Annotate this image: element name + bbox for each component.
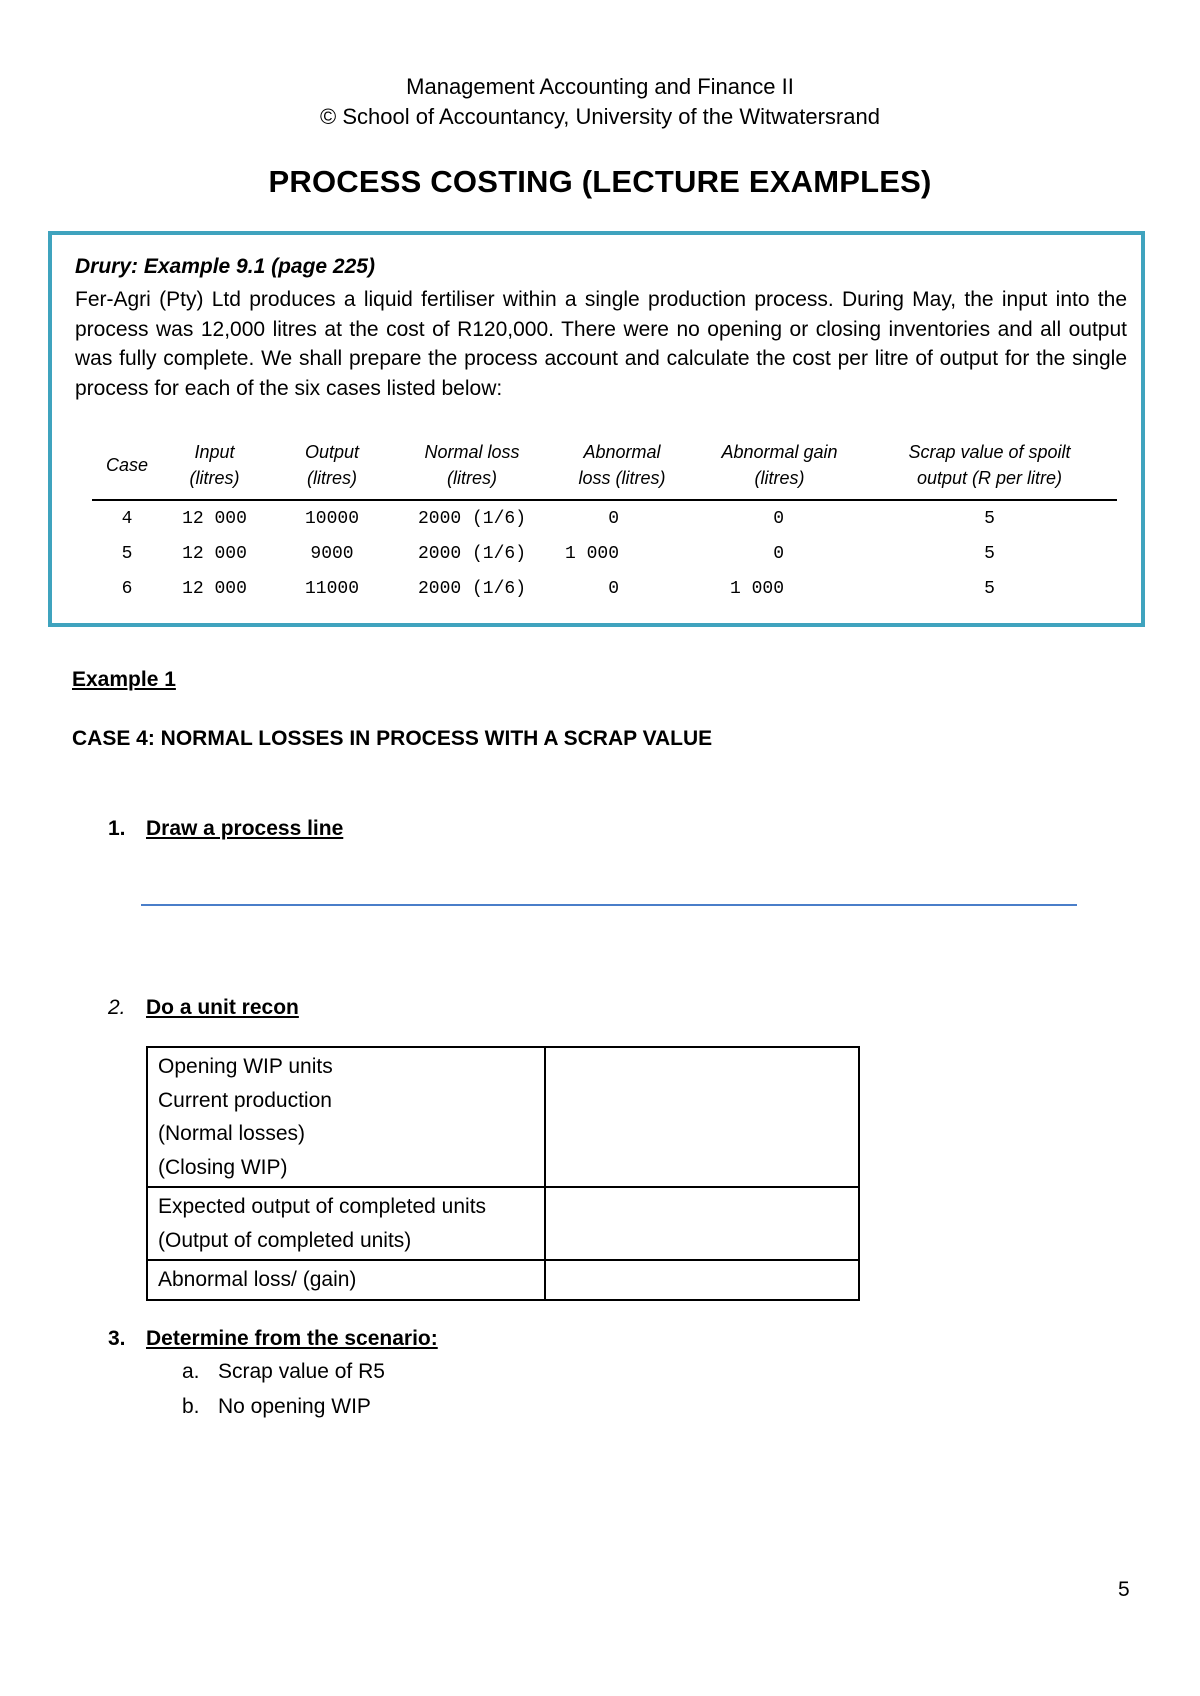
- cell-abnormal-loss: 0: [608, 508, 619, 529]
- scenario-item-letter: a.: [182, 1360, 200, 1383]
- col-header-normal-loss: Normal loss (litres): [397, 435, 547, 500]
- page-number: 5: [1118, 1578, 1130, 1601]
- recon-line: Expected output of completed units: [158, 1195, 487, 1218]
- col-header-output: Output (litres): [267, 435, 397, 500]
- scenario-item: [182, 1360, 385, 1384]
- cell-abnormal-loss: 1 000: [564, 543, 619, 564]
- recon-line: Current production: [158, 1088, 332, 1112]
- col-header-input: Input (litres): [162, 435, 267, 500]
- cell-abnormal-loss: 0: [608, 578, 619, 599]
- step-3: [108, 1327, 438, 1351]
- cell-normal-loss: 2000 (1/6): [417, 508, 527, 529]
- recon-label-cell: [147, 1047, 545, 1187]
- cell-normal-loss: 2000 (1/6): [417, 578, 527, 599]
- table-row: [92, 571, 1117, 606]
- cell-scrap-value: 5: [984, 543, 995, 564]
- recon-row-inputs: [147, 1047, 859, 1187]
- col-header-abnormal-gain: Abnormal gain (litres): [697, 435, 862, 500]
- cell-scrap-value: 5: [984, 578, 995, 599]
- step-number: 1.: [108, 817, 126, 840]
- scenario-item-text: Scrap value of R5: [218, 1360, 385, 1383]
- cell-input: 12 000: [182, 508, 247, 529]
- cell-input: 12 000: [182, 543, 247, 564]
- example-box-paragraph: Fer-Agri (Pty) Ltd produces a liquid fertiliser within a single production process. During May, the input into the process was 12,000 litres at the cost of R120,000. There were no opening or closing inventories and all output was fully complete. We shall prepare the process account and calculate the cost per litre of output for the single process for each of the six cases listed below:: [75, 288, 1127, 400]
- table-row: [92, 536, 1117, 571]
- recon-value-cell: [545, 1047, 859, 1187]
- cell-scrap-value: 5: [984, 508, 995, 529]
- recon-line: Opening WIP units: [158, 1055, 333, 1078]
- page-title: PROCESS COSTING (LECTURE EXAMPLES): [268, 164, 932, 199]
- recon-row-output: [147, 1187, 859, 1260]
- recon-value-cell: [545, 1187, 859, 1260]
- step-label: Do a unit recon: [146, 996, 299, 1019]
- cell-abnormal-gain: 0: [773, 508, 784, 529]
- recon-row-abnormal: [147, 1260, 859, 1300]
- scenario-item: [182, 1395, 371, 1419]
- col-header-scrap-value: Scrap value of spoilt output (R per litre): [862, 435, 1117, 500]
- step-label: Determine from the scenario:: [146, 1327, 438, 1350]
- cases-table-header-row: [92, 435, 1117, 500]
- col-header-abnormal-loss: Abnormal loss (litres): [547, 435, 697, 500]
- example-label: Example 1: [72, 668, 176, 691]
- example-box: [48, 231, 1145, 627]
- recon-label-cell: [147, 1260, 545, 1300]
- step-label: Draw a process line: [146, 817, 344, 840]
- cell-case: 6: [121, 578, 133, 599]
- cell-output: 10000: [304, 508, 359, 529]
- col-header-case: Case: [92, 435, 162, 500]
- cell-input: 12 000: [182, 578, 247, 599]
- case-title: CASE 4: NORMAL LOSSES IN PROCESS WITH A SCRAP VALUE: [72, 727, 713, 750]
- cases-table: [92, 435, 1117, 606]
- scenario-item-text: No opening WIP: [218, 1395, 371, 1418]
- cell-abnormal-gain: 0: [773, 543, 784, 564]
- recon-line: (Closing WIP): [158, 1155, 288, 1179]
- step-1: [108, 817, 343, 841]
- cell-case: 5: [121, 543, 133, 564]
- step-2: [108, 996, 299, 1020]
- recon-value-cell: [545, 1260, 859, 1300]
- cell-output: 11000: [304, 578, 359, 599]
- scenario-item-letter: b.: [182, 1395, 200, 1418]
- recon-line: (Normal losses): [158, 1122, 306, 1145]
- cell-output: 9000: [310, 543, 354, 564]
- cell-case: 4: [121, 508, 133, 529]
- unit-recon-table: [146, 1046, 860, 1301]
- step-number: 2.: [108, 996, 126, 1019]
- process-line: [141, 904, 1077, 906]
- course-title: Management Accounting and Finance II: [406, 74, 794, 99]
- cell-normal-loss: 2000 (1/6): [417, 543, 527, 564]
- recon-line: Abnormal loss/ (gain): [158, 1268, 357, 1291]
- table-row: [92, 500, 1117, 536]
- recon-line: (Output of completed units): [158, 1228, 412, 1252]
- example-box-heading: Drury: Example 9.1 (page 225): [75, 255, 375, 278]
- step-number: 3.: [108, 1327, 126, 1350]
- cell-abnormal-gain: 1 000: [729, 578, 784, 599]
- recon-label-cell: [147, 1187, 545, 1260]
- school-copyright: © School of Accountancy, University of the Witwatersrand: [320, 104, 880, 129]
